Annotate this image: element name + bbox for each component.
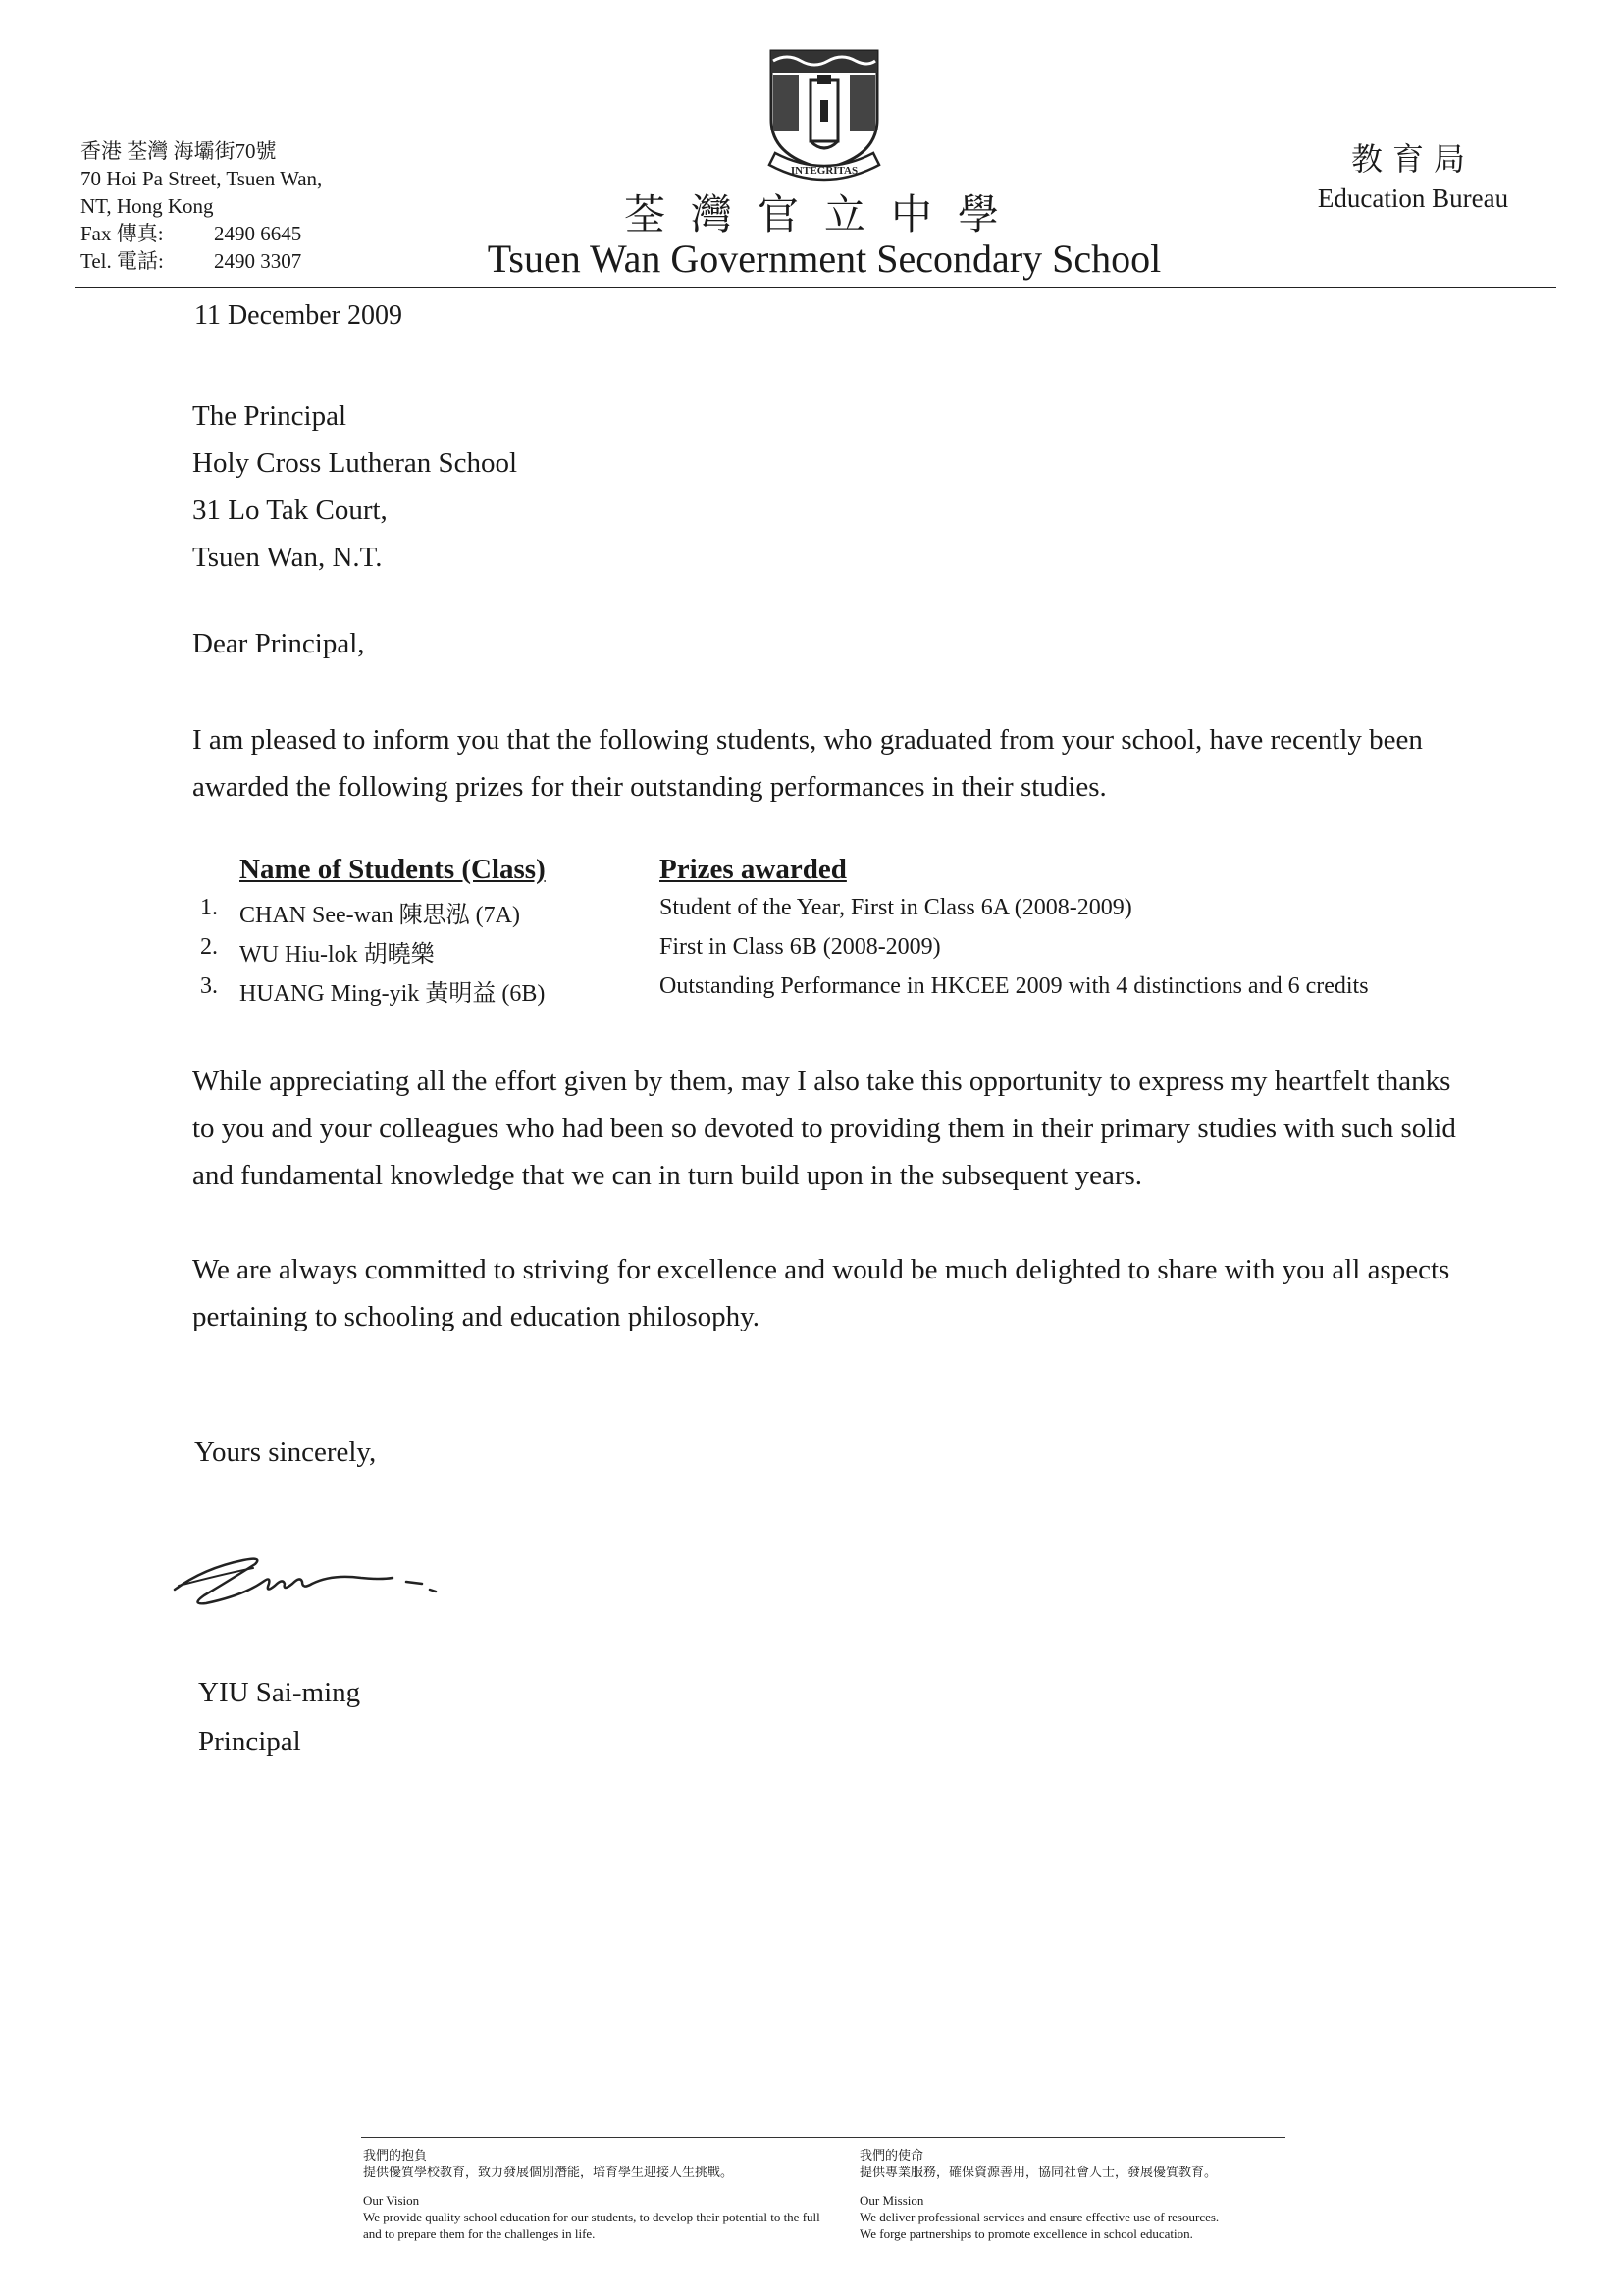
bureau-name-english: Education Bureau [1317,183,1509,213]
footer-divider [361,2137,1285,2138]
tel-row [80,247,322,275]
paragraph-intro: I am pleased to inform you that the following students, who graduated from your school, have recently been awarded the following prizes for their outstanding performances in their studies. [192,724,1423,803]
address-line-2: 70 Hoi Pa Street, Tsuen Wan, [80,167,323,190]
recipient-line-1: The Principal [192,400,347,432]
student-name: HUANG Ming-yik 黃明益 (6B) [239,981,546,1007]
mission-en-line-2: We forge partnerships to promote excellence in school education. [860,2226,1193,2241]
letter-date: 11 December 2009 [194,300,402,331]
school-crest-logo [763,47,885,194]
mission-statement [860,2147,1291,2242]
mission-en-line-1: We deliver professional services and ensure effective use of resources. [860,2210,1220,2224]
education-bureau [1266,137,1560,216]
school-name-english: Tsuen Wan Government Secondary School [487,236,1162,281]
students-column-header: Name of Students (Class) [239,854,546,885]
mission-cn-title: 我們的使命 [860,2148,924,2163]
fax-row [80,220,322,247]
crest-motto: INTEGRITAS [790,165,859,177]
recipient-line-2: Holy Cross Lutheran School [192,447,518,479]
handwritten-signature [165,1539,479,1617]
awards-list [0,895,1623,1013]
tel-label: Tel. 電話: [80,249,164,273]
mission-en-title: Our Mission [860,2193,924,2208]
vision-cn-title: 我們的抱負 [363,2148,428,2163]
prize-awarded: Student of the Year, First in Class 6A (2008-2009) [659,895,1132,920]
prizes-column-header: Prizes awarded [659,854,847,885]
prize-awarded: Outstanding Performance in HKCEE 2009 with 4 distinctions and 6 credits [659,973,1369,999]
signer-name: YIU Sai-ming [198,1677,361,1708]
fax-label: Fax 傳真: [80,222,164,245]
item-number: 1. [200,895,218,920]
student-name: WU Hiu-lok 胡曉樂 [239,942,435,967]
item-number: 2. [200,934,218,960]
list-item [0,895,1623,934]
recipient-address [192,392,517,581]
vision-cn-text: 提供優質學校教育，致力發展個別潛能，培育學生迎接人生挑戰。 [363,2165,734,2179]
vision-en-text: We provide quality school education for our students, to develop their potential to the full and to prepare them for the challenges in life. [363,2210,820,2241]
tel-number: 2490 3307 [214,249,302,273]
school-address [80,137,322,275]
fax-number: 2490 6645 [214,222,302,245]
vision-statement [363,2147,834,2242]
paragraph-commitment: We are always committed to striving for excellence and would be much delighted to share with you all aspects pertaining to schooling and education philosophy. [192,1254,1450,1332]
address-line-1: 香港 荃灣 海壩街70號 [80,139,277,163]
signer-title: Principal [198,1726,301,1757]
student-name: CHAN See-wan 陳思泓 (7A) [239,903,520,928]
list-item [0,973,1623,1013]
school-name-chinese: 荃灣官立中學 [623,193,1024,238]
recipient-line-4: Tsuen Wan, N.T. [192,542,383,573]
closing: Yours sincerely, [194,1436,377,1468]
signatory [198,1668,360,1766]
paragraph-thanks: While appreciating all the effort given by them, may I also take this opportunity to express my heartfelt thanks to you and your colleagues who had been so devoted to providing them in their primary studies with such solid and fundamental knowledge that we can in turn build upon in the subsequent years. [192,1066,1456,1191]
vision-en-title: Our Vision [363,2193,420,2208]
address-line-3: NT, Hong Kong [80,194,214,218]
list-item [0,934,1623,973]
item-number: 3. [200,973,218,999]
bureau-name-chinese: 教育局 [1350,141,1475,177]
letterhead-divider [75,287,1556,288]
recipient-line-3: 31 Lo Tak Court, [192,495,388,526]
prize-awarded: First in Class 6B (2008-2009) [659,934,941,960]
salutation: Dear Principal, [192,628,365,659]
mission-cn-text: 提供專業服務，確保資源善用，協同社會人士，發展優質教育。 [860,2165,1218,2179]
